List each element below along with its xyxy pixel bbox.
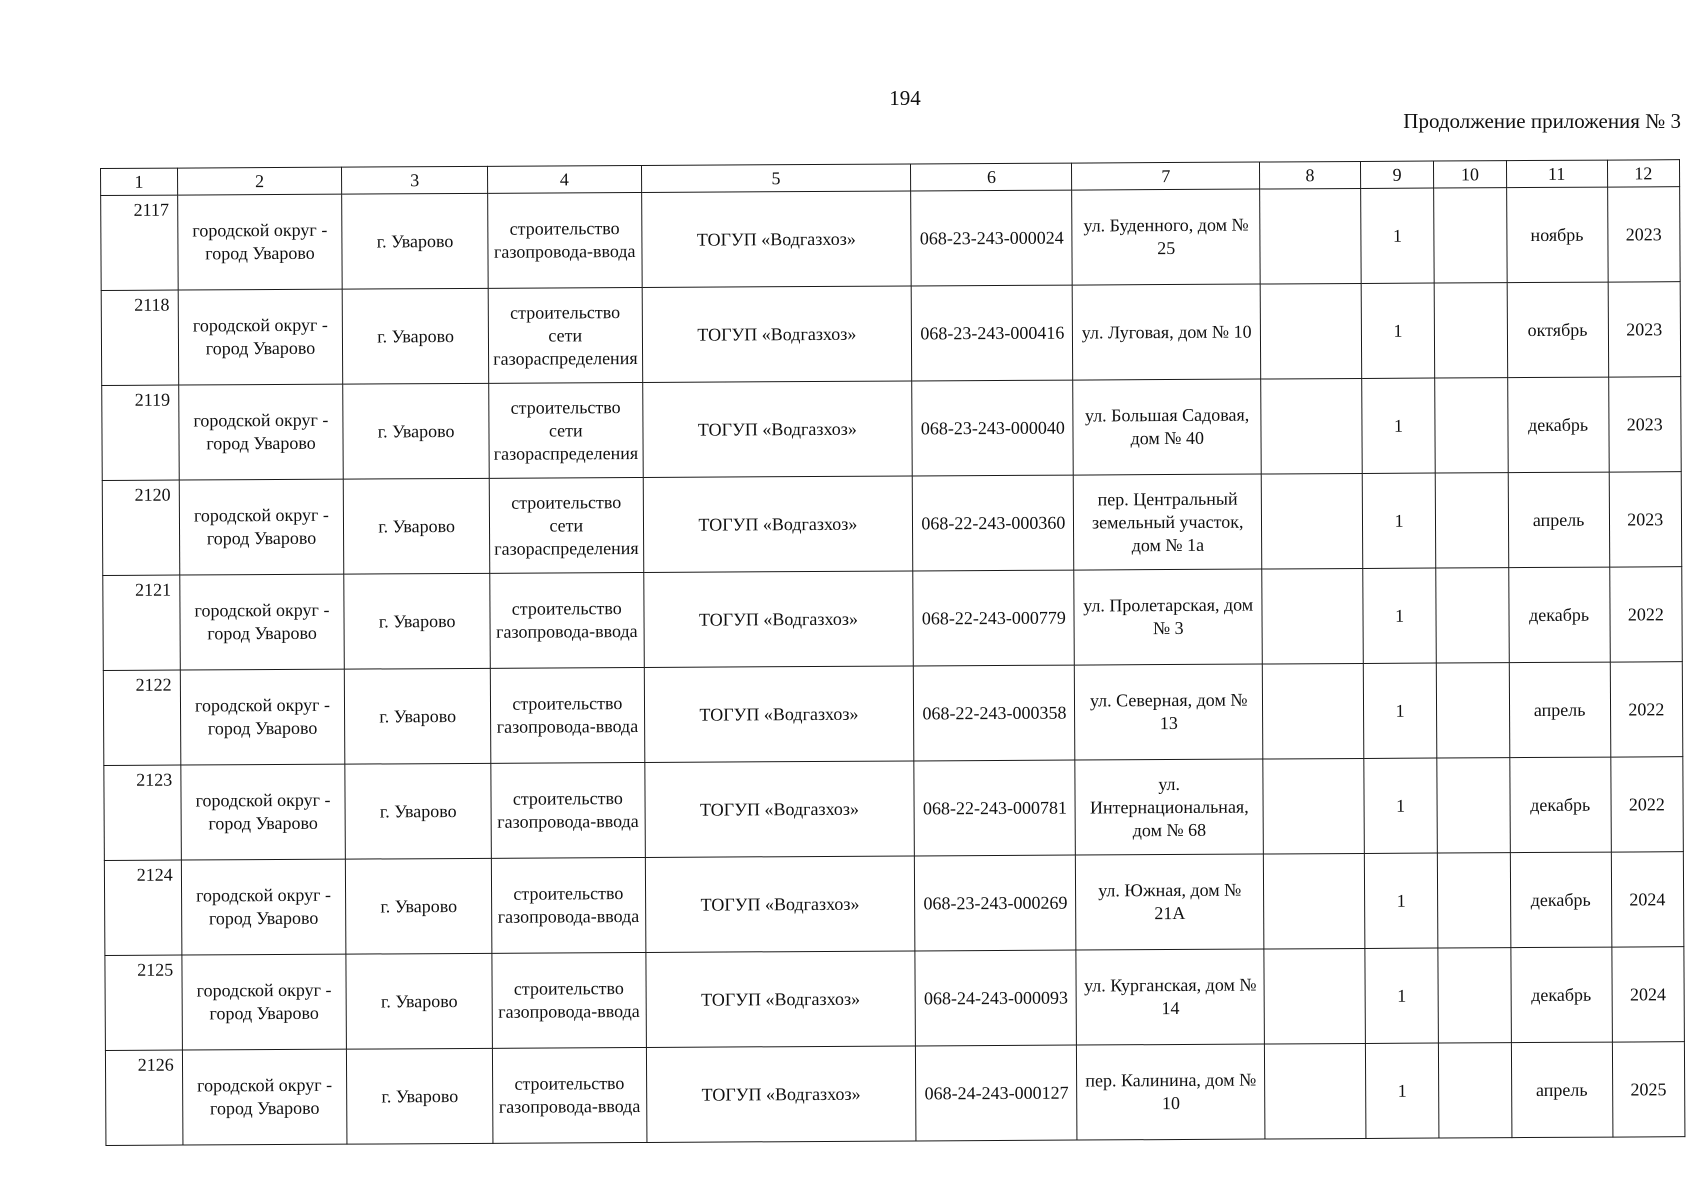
year-cell: 2022 xyxy=(1610,662,1683,757)
column-header: 9 xyxy=(1360,161,1434,188)
column-header: 1 xyxy=(101,168,178,195)
organization-cell: ТОГУП «Водгазхоз» xyxy=(645,951,915,1048)
table-row xyxy=(103,567,1683,671)
organization-cell: ТОГУП «Водгазхоз» xyxy=(643,476,913,573)
locality-cell: г. Уварово xyxy=(347,1048,493,1144)
organization-cell: ТОГУП «Водгазхоз» xyxy=(642,286,912,383)
column-10-cell xyxy=(1438,853,1511,948)
organization-cell: ТОГУП «Водгазхоз» xyxy=(646,1046,916,1143)
column-header: 7 xyxy=(1072,162,1260,190)
table-row xyxy=(103,662,1683,766)
work-type-cell: строительство газопровода-ввода xyxy=(491,857,645,953)
column-8-cell xyxy=(1261,473,1362,569)
column-8-cell xyxy=(1260,188,1361,284)
year-cell: 2024 xyxy=(1611,947,1684,1042)
column-header: 8 xyxy=(1259,161,1360,189)
address-cell: ул. Большая Садовая, дом № 40 xyxy=(1073,379,1261,475)
month-cell: апрель xyxy=(1509,662,1610,758)
district-cell: городской округ - город Уварово xyxy=(181,764,346,860)
appendix-continuation-note: Продолжение приложения № 3 xyxy=(1403,109,1681,133)
object-code-cell: 068-23-243-000024 xyxy=(911,190,1073,286)
column-header: 4 xyxy=(488,165,642,193)
table-row xyxy=(102,472,1682,576)
quantity-cell: 1 xyxy=(1363,568,1437,663)
address-cell: ул. Пролетарская, дом № 3 xyxy=(1074,569,1262,665)
locality-cell: г. Уварово xyxy=(344,573,490,669)
column-8-cell xyxy=(1264,1043,1365,1139)
year-cell: 2023 xyxy=(1609,472,1682,567)
address-cell: ул. Южная, дом № 21А xyxy=(1076,854,1264,950)
locality-cell: г. Уварово xyxy=(346,858,492,954)
work-type-cell: строительство сети газораспределения xyxy=(489,382,643,478)
column-10-cell xyxy=(1436,568,1509,663)
quantity-cell: 1 xyxy=(1365,1043,1439,1138)
object-code-cell: 068-22-243-000779 xyxy=(913,570,1075,666)
row-number-cell: 2117 xyxy=(101,195,178,290)
table-row xyxy=(104,852,1684,956)
locality-cell: г. Уварово xyxy=(342,288,488,384)
work-type-cell: строительство сети газораспределения xyxy=(488,287,642,383)
row-number-cell: 2122 xyxy=(103,670,180,765)
quantity-cell: 1 xyxy=(1364,758,1438,853)
year-cell: 2022 xyxy=(1609,567,1682,662)
column-header: 12 xyxy=(1607,160,1680,187)
locality-cell: г. Уварово xyxy=(343,478,489,574)
object-code-cell: 068-24-243-000127 xyxy=(916,1045,1078,1141)
column-10-cell xyxy=(1437,758,1510,853)
work-type-cell: строительство сети газораспределения xyxy=(489,477,643,573)
column-10-cell xyxy=(1438,948,1511,1043)
table-row xyxy=(104,757,1684,861)
table-row xyxy=(101,282,1681,386)
organization-cell: ТОГУП «Водгазхоз» xyxy=(645,856,915,953)
quantity-cell: 1 xyxy=(1362,378,1436,473)
work-type-cell: строительство газопровода-ввода xyxy=(490,572,644,668)
quantity-cell: 1 xyxy=(1365,948,1439,1043)
district-cell: городской округ - город Уварово xyxy=(178,384,343,480)
row-number-cell: 2120 xyxy=(102,480,179,575)
table-row xyxy=(105,1042,1685,1146)
object-code-cell: 068-22-243-000360 xyxy=(913,475,1075,571)
appendix-table xyxy=(100,159,1685,1146)
row-number-cell: 2124 xyxy=(104,860,181,955)
district-cell: городской округ - город Уварово xyxy=(177,194,342,290)
column-10-cell xyxy=(1435,378,1508,473)
column-8-cell xyxy=(1262,663,1363,759)
address-cell: ул. Интернациональная, дом № 68 xyxy=(1075,759,1263,855)
row-number-cell: 2119 xyxy=(102,385,179,480)
address-cell: пер. Калинина, дом № 10 xyxy=(1077,1044,1265,1140)
year-cell: 2024 xyxy=(1611,852,1684,947)
month-cell: декабрь xyxy=(1510,852,1611,948)
table-row xyxy=(105,947,1685,1051)
month-cell: декабрь xyxy=(1507,377,1608,473)
month-cell: ноябрь xyxy=(1506,187,1607,283)
table-body xyxy=(101,187,1685,1146)
page-number: 194 xyxy=(889,86,921,110)
work-type-cell: строительство газопровода-ввода xyxy=(490,667,644,763)
column-10-cell xyxy=(1439,1043,1512,1138)
row-number-cell: 2123 xyxy=(104,765,181,860)
district-cell: городской округ - город Уварово xyxy=(180,669,345,765)
column-8-cell xyxy=(1264,948,1365,1044)
district-cell: городской округ - город Уварово xyxy=(179,479,344,575)
work-type-cell: строительство газопровода-ввода xyxy=(492,1047,646,1143)
month-cell: декабрь xyxy=(1508,567,1609,663)
column-10-cell xyxy=(1434,188,1507,283)
quantity-cell: 1 xyxy=(1360,188,1434,283)
organization-cell: ТОГУП «Водгазхоз» xyxy=(644,761,914,858)
table-row xyxy=(101,187,1681,291)
object-code-cell: 068-23-243-000040 xyxy=(912,380,1074,476)
object-code-cell: 068-22-243-000358 xyxy=(914,665,1076,761)
column-header: 2 xyxy=(177,167,342,195)
work-type-cell: строительство газопровода-ввода xyxy=(491,762,645,858)
column-8-cell xyxy=(1261,378,1362,474)
month-cell: октябрь xyxy=(1507,282,1608,378)
address-cell: ул. Луговая, дом № 10 xyxy=(1073,284,1261,380)
year-cell: 2022 xyxy=(1610,757,1683,852)
column-8-cell xyxy=(1262,568,1363,664)
locality-cell: г. Уварово xyxy=(346,953,492,1049)
quantity-cell: 1 xyxy=(1361,283,1435,378)
object-code-cell: 068-24-243-000093 xyxy=(915,950,1077,1046)
locality-cell: г. Уварово xyxy=(345,763,491,859)
month-cell: апрель xyxy=(1511,1042,1612,1138)
month-cell: декабрь xyxy=(1511,947,1612,1043)
year-cell: 2023 xyxy=(1607,187,1680,282)
locality-cell: г. Уварово xyxy=(343,383,489,479)
column-8-cell xyxy=(1263,853,1364,949)
row-number-cell: 2125 xyxy=(105,955,182,1050)
address-cell: пер. Центральный земельный участок, дом № 1а xyxy=(1074,474,1262,570)
table-row xyxy=(102,377,1682,481)
month-cell: декабрь xyxy=(1509,757,1610,853)
object-code-cell: 068-23-243-000269 xyxy=(915,855,1077,951)
district-cell: городской округ - город Уварово xyxy=(181,859,346,955)
column-8-cell xyxy=(1260,283,1361,379)
district-cell: городской округ - город Уварово xyxy=(182,1049,347,1145)
row-number-cell: 2121 xyxy=(103,575,180,670)
column-header: 3 xyxy=(342,166,488,194)
district-cell: городской округ - город Уварово xyxy=(180,574,345,670)
row-number-cell: 2126 xyxy=(105,1050,182,1145)
column-header: 6 xyxy=(911,163,1072,191)
quantity-cell: 1 xyxy=(1364,853,1438,948)
row-number-cell: 2118 xyxy=(101,290,178,385)
organization-cell: ТОГУП «Водгазхоз» xyxy=(641,191,911,288)
address-cell: ул. Курганская, дом № 14 xyxy=(1076,949,1264,1045)
district-cell: городской округ - город Уварово xyxy=(178,289,343,385)
year-cell: 2025 xyxy=(1612,1042,1685,1137)
organization-cell: ТОГУП «Водгазхоз» xyxy=(644,666,914,763)
column-10-cell xyxy=(1437,663,1510,758)
column-header: 5 xyxy=(641,164,911,193)
district-cell: городской округ - город Уварово xyxy=(182,954,347,1050)
year-cell: 2023 xyxy=(1608,377,1681,472)
column-8-cell xyxy=(1263,758,1364,854)
quantity-cell: 1 xyxy=(1363,663,1437,758)
organization-cell: ТОГУП «Водгазхоз» xyxy=(643,571,913,668)
year-cell: 2023 xyxy=(1608,282,1681,377)
object-code-cell: 068-22-243-000781 xyxy=(914,760,1076,856)
address-cell: ул. Северная, дом № 13 xyxy=(1075,664,1263,760)
address-cell: ул. Буденного, дом № 25 xyxy=(1072,189,1260,285)
month-cell: апрель xyxy=(1508,472,1609,568)
column-10-cell xyxy=(1434,283,1507,378)
work-type-cell: строительство газопровода-ввода xyxy=(488,192,642,288)
column-10-cell xyxy=(1436,473,1509,568)
locality-cell: г. Уварово xyxy=(342,193,488,289)
object-code-cell: 068-23-243-000416 xyxy=(911,285,1073,381)
organization-cell: ТОГУП «Водгазхоз» xyxy=(642,381,912,478)
column-header: 10 xyxy=(1434,161,1507,188)
column-header: 11 xyxy=(1506,160,1607,188)
work-type-cell: строительство газопровода-ввода xyxy=(492,952,646,1048)
quantity-cell: 1 xyxy=(1362,473,1436,568)
locality-cell: г. Уварово xyxy=(345,668,491,764)
